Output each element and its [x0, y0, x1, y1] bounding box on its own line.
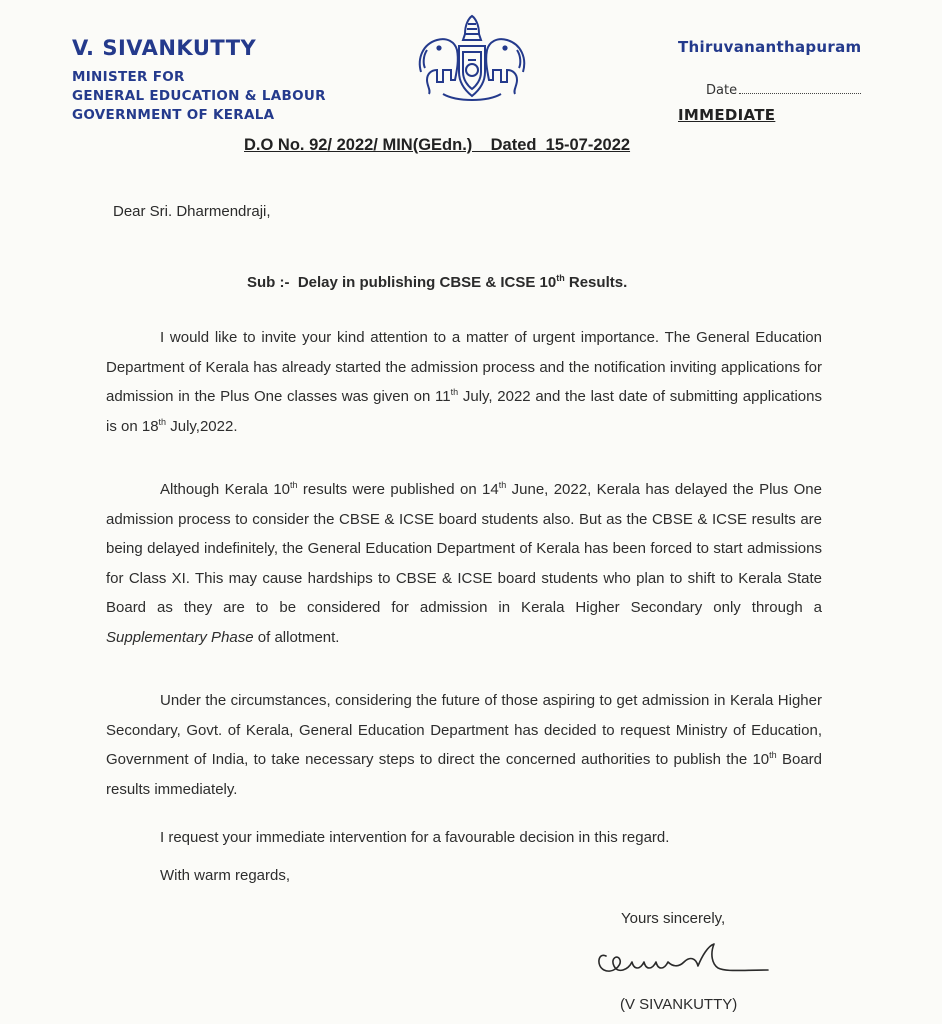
subject-sup: th [556, 273, 565, 283]
subject-prefix: Sub :- Delay in publishing CBSE & ICSE 10 [247, 274, 557, 291]
handwritten-signature-icon [592, 936, 772, 986]
paragraph-1 [106, 323, 822, 441]
p1-text-b: July, 2022 and the last date of submitting applications is on 18 [106, 388, 822, 435]
designation-line-1: MINISTER FOR [72, 69, 185, 85]
date-label: Date [706, 83, 738, 98]
kerala-state-emblem-icon [413, 10, 531, 105]
p2-text-d: of allotment. [253, 628, 340, 646]
priority-label: IMMEDIATE [678, 106, 776, 124]
p2-text-a: Although Kerala 10 [160, 481, 291, 498]
designation-line-2: GENERAL EDUCATION & LABOUR [72, 88, 326, 104]
p2-italic-phrase: Supplementary Phase [106, 628, 254, 646]
p2-sup-a: th [290, 480, 298, 490]
p1-text-a: I would like to invite your kind attention to a matter of urgent importance. The General Education Department of Kerala has already started the admission process and the notification inviting applications for admission in the Plus One classes was given on 11 [106, 329, 822, 406]
p1-sup-b: th [158, 416, 167, 427]
closing-line: Yours sincerely, [621, 910, 726, 927]
date-blank-line [739, 82, 861, 94]
paragraph-3 [106, 686, 822, 804]
regards-line: With warm regards, [160, 867, 291, 884]
request-line: I request your immediate intervention for a favourable decision in this regard. [160, 829, 670, 846]
subject-line [247, 274, 627, 291]
p2-sup-b: th [498, 480, 507, 490]
p2-text-c: June, 2022, Kerala has delayed the Plus One admission process to consider the CBSE & ICSE board students also. But as the CBSE & ICSE results are being delayed indefinitely, the General Education Department of Kerala has been forced to start admissions for Class XI. This may cause hardships to CBSE & ICSE board students who plan to shift to Kerala State Board as they are to be considered for admission in Kerala Higher Secondary only through a [106, 481, 822, 617]
minister-name: V. SIVANKUTTY [72, 36, 257, 60]
paragraph-2 [106, 475, 822, 653]
p1-text-c: July,2022. [166, 417, 238, 435]
p2-text-b: results were published on 14 [297, 481, 499, 498]
subject-suffix: Results. [564, 274, 628, 291]
salutation: Dear Sri. Dharmendraji, [113, 203, 271, 220]
signatory-name: (V SIVANKUTTY) [620, 996, 738, 1013]
letterhead-sender [72, 36, 326, 125]
reference-number: D.O No. 92/ 2022/ MIN(GEdn.) Dated 15-07-2022 [244, 136, 631, 154]
p3-text-a: Under the circumstances, considering the future of those aspiring to get admission in Kerala Higher Secondary, Govt. of Kerala, General Education Department has decided to request Ministry of Education, Government of India, to take necessary steps to direct the concerned authorities to publish the 10 [106, 692, 822, 769]
date-field [706, 82, 861, 98]
city-name: Thiruvananthapuram [678, 38, 862, 56]
designation-line-3: GOVERNMENT OF KERALA [72, 107, 275, 123]
p3-sup-a: th [769, 750, 777, 761]
letterhead-place-date [678, 38, 878, 124]
p3-text-b: Board results immediately. [106, 751, 822, 798]
p1-sup-a: th [450, 387, 459, 398]
